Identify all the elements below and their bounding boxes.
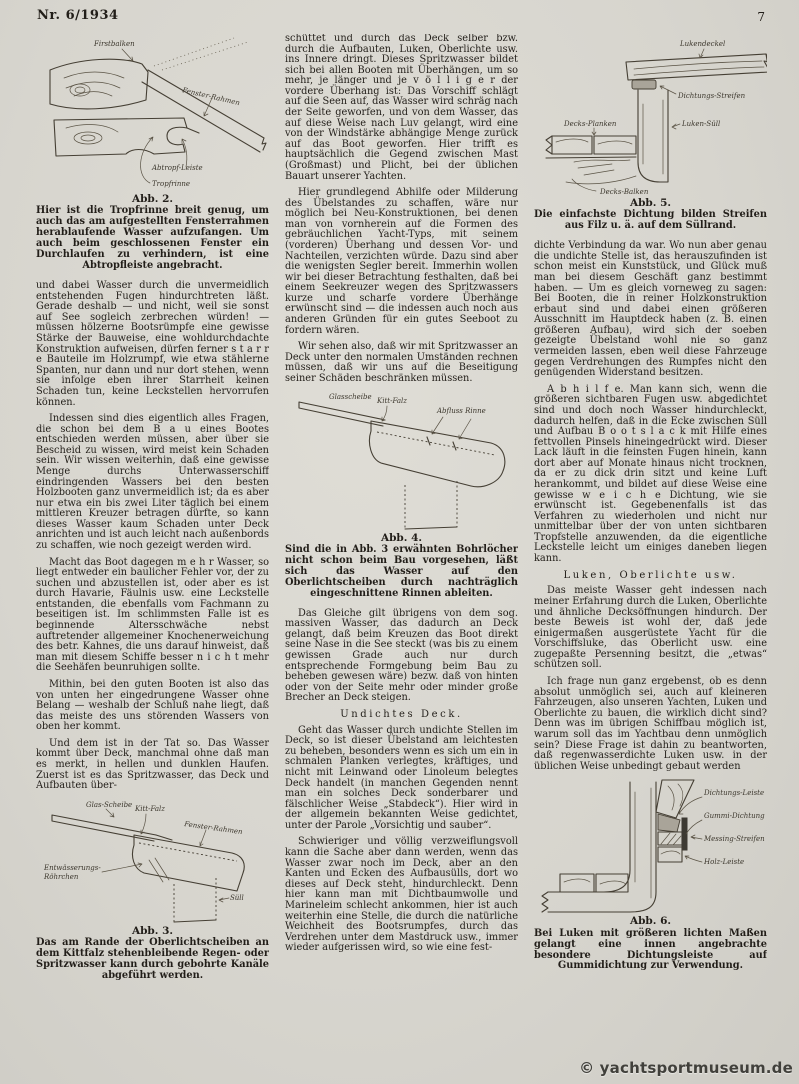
abb6-label-gummi-dichtung: Gummi-Dichtung — [704, 812, 765, 821]
abb2-label-abtropf-leiste: Abtropf-Leiste — [152, 164, 203, 172]
abb6-label-dichtungs-leiste: Dichtungs-Leiste — [704, 789, 765, 798]
abb5-leader-luken-suell — [672, 124, 680, 129]
paragraph: dichte Verbindung da war. Wo nun aber genau die undichte Stelle ist, das herauszufinden ist schon meist ein Kunststück, und Glück muß man bei diesem Geschäft ganz bestimmt haben. — Um es gleich vorneweg zu sagen: Bei Booten, die in reiner Holzkonstruktion erbaut sind und dabei einen größeren Ausschnitt im Hauptdeck haben (z. B. einen größeren Aufbau), wird sich der soeben gezeigte Übelstand wohl nie so ganz vermeiden lassen, eben weil diese Fahrzeuge gegen Verdrehungen des Rumpfes nicht den genügenden Widerstand besitzen. — [534, 240, 767, 379]
paragraph: Hier grundlegend Abhilfe oder Milderung des Übelstandes zu schaffen, wäre nur möglich bei Neu-Konstruktionen, bei denen man von vornherein auf die Formen des gebräuchlichen Yacht-Typs, mit seinem (vorderen) Überhang und dessen Vor- und Nachteilen, verzichten würde. Dazu sind aber die wenigsten Segler bereit. Immerhin wollen wir bei dieser Betrachtung festhalten, daß bei einem Seekreuzer wegen des Spritzwassers kurze und scharfe vordere Überhänge erwünscht sind — die indessen auch noch aus anderen Gründen für ein gutes Seeboot zu fordern wären. — [285, 187, 518, 336]
abb5-sketch — [546, 54, 767, 184]
abb6-sketch — [542, 780, 694, 912]
abb2-label-firstbalken: Firstbalken — [94, 40, 135, 48]
paragraph: Das Gleiche gilt übrigens von dem sog. massiven Wasser, das dadurch an Deck gelangt, daß beim Kreuzen das Boot direkt seine Nase in die See steckt (was bis zu einem gewissen Grade auch nur durch entsprechende Formgebung beim Bau zu beheben gewesen wäre) bezw. daß von hinten oder von der Seite mehr oder minder große Brecher an Deck steigen. — [285, 607, 518, 704]
abb5-label-dichtungs-streifen: Dichtungs-Streifen — [678, 92, 746, 100]
abb2-drawing — [36, 34, 269, 192]
abb5-leader-decks-balken — [572, 179, 596, 191]
abb2-caption: Hier ist die Tropfrinne breit genug, um auch das am aufgestellten Fensterrahmen herablaufende Wasser aufzufangen. Um auch beim geschlossenen Fenster ein Durchlaufen zu verhindern, ist eine Abtropfleiste angebracht. — [36, 205, 269, 272]
abb3-label-fenster-rahmen: Fenster-Rahmen — [183, 819, 244, 836]
abb3-drawing — [36, 798, 269, 924]
abb4-label-abfluss-rinne: Abfluss Rinne — [437, 406, 486, 415]
abb6-leader-messing-streifen — [691, 835, 702, 839]
paragraph: schüttet und durch das Deck selber bzw. durch die Aufbauten, Luken, Oberlichte usw. ins Innere dringt. Dieses Spritzwasser bildet sich bei allen Booten mit Überhängen, um so mehr, je länger und je v ö l l i g e r der vordere Überhang ist: Das Vorschiff schlägt auf die Seen auf, das Wasser wird schräg nach der Seite geworfen, und von dem Wasser, das auf diese Weise nach Luv gelangt, wird eine von der Windstärke abhängige Menge zurück auf das Boot geworfen. Hier trifft es hauptsächlich die Gegend zwischen Mast (Großmast) und Plicht, bei der üblichen Bauart unserer Yachten. — [285, 34, 518, 182]
abb4-caption: Sind die in Abb. 3 erwähnten Bohrlöcher nicht schon beim Bau vorgesehen, läßt sich das Wasser auf den Oberlichtscheiben durch nachträglich eingeschnittene Rinnen ableiten. — [285, 543, 518, 599]
paragraph: Indessen sind dies eigentlich alles Fragen, die schon bei dem B a u eines Bootes entschieden werden müssen, aber über sie Bescheid zu wissen, wird meist kein Schaden sein. Wir wissen weiterhin, daß eine gewisse Menge durchs Unterwasserschiff eindringenden Wassers bei den besten Holzbooten ganz unvermeidlich ist; da es aber nur etwa ein bis zwei Liter täglich bei einem mittleren Kreuzer betragen dürfte, so kann dieses Wasser kaum Schaden unter Deck anrichten und ist auch leicht nach außenbords zu schaffen, wie noch gezeigt werden wird. — [36, 413, 269, 552]
figure-abb4 — [285, 391, 518, 600]
abb6-leader-gummi-dichtung — [686, 820, 702, 834]
issue-number: Nr. 6/1934 — [37, 8, 119, 23]
abb3-label-kitt-falz: Kitt-Falz — [135, 804, 165, 813]
abb4-label-glasscheibe: Glasscheibe — [329, 392, 372, 401]
page-number: 7 — [757, 10, 765, 24]
abb6-label-messing-streifen: Messing-Streifen — [704, 835, 765, 844]
abb3-leader-fenster-rahmen — [200, 830, 206, 846]
abb5-label-lukendeckel: Lukendeckel — [680, 40, 726, 48]
paragraph: Und dem ist in der Tat so. Das Wasser kommt über Deck, manchmal ohne daß man es merkt, in hellen und dunklen Haufen. Zuerst ist es das Spritzwasser, das Deck und Aufbauten über- — [36, 737, 269, 792]
abb5-label-decks-balken: Decks-Balken — [600, 188, 649, 196]
column-3 — [534, 34, 767, 1052]
abb4-leader-kitt-falz — [382, 406, 387, 421]
abb5-label-luken-suell: Luken-Süll — [682, 120, 721, 128]
abb6-caption: Bei Luken mit größeren lichten Maßen gelangt eine innen angebrachte besondere Dichtungsleiste auf Gummidichtung zur Verwendung. — [534, 927, 767, 972]
abb3-label-entwaesserungs: Entwässerungs- — [44, 863, 101, 872]
abb3-label-suell: Süll — [230, 893, 244, 902]
figure-abb2 — [36, 34, 269, 272]
abb4-number: Abb. 4. — [380, 531, 423, 544]
paragraph: A b h i l f e. Man kann sich, wenn die größeren sichtbaren Fugen usw. abgedichtet sind und doch noch Wasser hindurchleckt, dadurch helfen, daß in die Ecke zwischen Süll und Aufbau B o o t s l a c k mit Hilfe eines fettvollen Pinsels hineingedrückt wird. Dieser Lack läuft in die feinsten Fugen hinein, kann dort aber auf Monate hinaus nicht trocknen, da er zu dick drin sitzt und keine Luft herankommt, und bildet auf diese Weise eine gewisse w e i c h e Dichtung, wie sie erwünscht ist. Gegebenenfalls ist das Verfahren zu wiederholen und nicht nur unmittelbar über der von unten sichtbaren Tropfstelle anzuwenden, da die eigentliche Leckstelle leicht um einiges daneben liegen kann. — [534, 383, 767, 565]
abb5-leader-lukendeckel — [699, 49, 704, 58]
abb4-sketch — [299, 402, 505, 529]
abb2-label-tropfrinne: Tropfrinne — [152, 180, 191, 188]
section-heading-undichtes-deck: Undichtes Deck. — [340, 708, 463, 720]
abb6-drawing — [534, 778, 767, 914]
abb3-leader-suell — [219, 898, 229, 902]
abb3-caption: Das am Rande der Oberlichtscheiben an dem Kittfalz stehenbleibende Regen- oder Spritzwasser kann durch gebohrte Kanäle abgeführt werden. — [36, 937, 269, 981]
abb5-number: Abb. 5. — [629, 197, 672, 209]
figure-abb5 — [534, 34, 767, 232]
abb5-leader-decks-planken — [592, 128, 596, 135]
abb2-leader-tropfrinne — [141, 137, 153, 183]
abb4-drawing — [285, 391, 518, 531]
abb4-label-kitt-falz: Kitt-Falz — [377, 396, 407, 405]
abb3-label-roehrchen: Röhrchen — [44, 872, 79, 881]
paragraph: Macht das Boot dagegen m e h r Wasser, so liegt entweder ein baulicher Fehler vor, der zu suchen und abzustellen ist, oder aber es ist durch Havarie, Fäulnis usw. eine Leckstelle entstanden, die ebenfalls vom Fachmann zu beseitigen ist. Im schlimmsten Falle ist es beginnende Altersschwäche nebst auftretender allgemeiner Knochenerweichung des betr. Kahnes, die uns darauf hinweist, daß man mit diesem Schiffe besser n i c h t mehr die Seehäfen beunruhigen sollte. — [36, 556, 269, 674]
abb5-label-decks-planken: Decks-Planken — [564, 120, 617, 128]
abb3-leader-glas-scheibe — [106, 809, 114, 817]
abb5-drawing — [534, 34, 767, 196]
abb6-number: Abb. 6. — [629, 915, 672, 928]
abb6-leader-holz-leiste — [685, 856, 702, 862]
column-2 — [285, 34, 518, 1052]
column-1 — [36, 34, 269, 1052]
abb3-label-glas-scheibe: Glas-Scheibe — [86, 800, 133, 809]
abb2-number: Abb. 2. — [131, 193, 174, 205]
abb2-label-fenster-rahmen: Fenster-Rahmen — [181, 86, 241, 108]
abb6-label-holz-leiste: Holz-Leiste — [704, 858, 745, 867]
paragraph: Ich frage nun ganz ergebenst, ob es denn absolut unmöglich sei, auch auf kleineren Fahrzeugen, also unseren Yachten, Luken und Oberlichte zu bauen, die wirklich dicht sind? Denn was im übrigen Schiffbau möglich ist, warum soll das im Yachtbau denn unmöglich sein? Diese Frage ist dahin zu beantworten, daß regenwasserdichte Luken usw. in der üblichen Weise unbedingt gebaut werden — [534, 676, 767, 772]
figure-abb3 — [36, 798, 269, 982]
abb3-leader-kitt-falz — [141, 814, 146, 834]
paragraph: Geht das Wasser durch undichte Stellen im Deck, so ist dieser Übelstand am leichtesten zu beheben, besonders wenn es sich um ein in schmalen Planken verlegtes, kräftiges, und nicht mit Leinwand oder Linoleum belegtes Deck handelt (in manchen Gegenden nennt man ein solches Deck sonderbarer und fälschlicher Weise „Stabdeck“). Hier wird in der allgemein bekannten Weise gedichtet, unter der Parole „Vorsichtig und sauber“. — [285, 724, 518, 831]
figure-abb6 — [534, 778, 767, 972]
watermark: © yachtsportmuseum.de — [579, 1059, 793, 1077]
paragraph: Mithin, bei den guten Booten ist also das von unten her eingedrungene Wasser ohne Belang — weshalb der Schluß nahe liegt, daß das meiste des uns störenden Wassers von oben her kommt. — [36, 678, 269, 733]
section-heading-luken-oberlichte: Luken, Oberlichte usw. — [563, 569, 738, 581]
abb3-number: Abb. 3. — [131, 924, 174, 937]
abb5-caption: Die einfachste Dichtung bilden Streifen aus Filz u. ä. auf dem Süllrand. — [534, 209, 767, 232]
abb2-leader-abtropf-leiste — [182, 139, 187, 167]
paragraph: Wir sehen also, daß wir mit Spritzwasser an Deck unter den normalen Umständen rechnen müssen, daß wir uns auf die Beseitigung seiner Schäden beschränken müssen. — [285, 341, 518, 384]
paragraph: und dabei Wasser durch die unvermeidlich entstehenden Fugen hindurchtreten läßt. Gerade deshalb — und nicht, weil sie sonst auf See sogleich zerbrechen würden! — müssen hölzerne Bootsrümpfe eine gewisse Stärke der Bauweise, eine wohldurchdachte Konstruktion aufweisen, dürfen ferner s t a r r e Bauteile im Holzrumpf, wie etwa stählerne Spanten, nur dann und nur dort stehen, wenn sie infolge eben ihrer Starrheit keinen Schaden tun, keine Leckstellen hervorrufen können. — [36, 280, 269, 408]
abb2-leader-firstbalken — [122, 49, 133, 61]
paragraph: Das meiste Wasser geht indessen nach meiner Erfahrung durch die Luken, Oberlichte und ähnliche Decksöffnungen hindurch. Der beste Beweis ist wohl der, daß jede einigermaßen ausgerüstete Yacht für die Vorschiffsluke, das Oberlicht usw. eine zugepaßte Persenning besitzt, die „etwas“ schützen soll. — [534, 585, 767, 671]
paragraph: Schwieriger und völlig verzweiflungsvoll kann die Sache aber dann werden, wenn das Wasser zwar noch im Deck, aber an den Kanten und Ecken des Aufbausülls, dort wo dieses auf Deck steht, hindurchleckt. Denn hier kann man mit Dichtbaumwolle und Marineleim schlecht ankommen, hier ist auch weiterhin eine Stelle, die durch die natürliche Weichheit des Bootsrumpfes, durch das Verdrehen unter dem Mastdruck usw., immer wieder aufgerissen wird, so wie eine fest- — [285, 836, 518, 954]
